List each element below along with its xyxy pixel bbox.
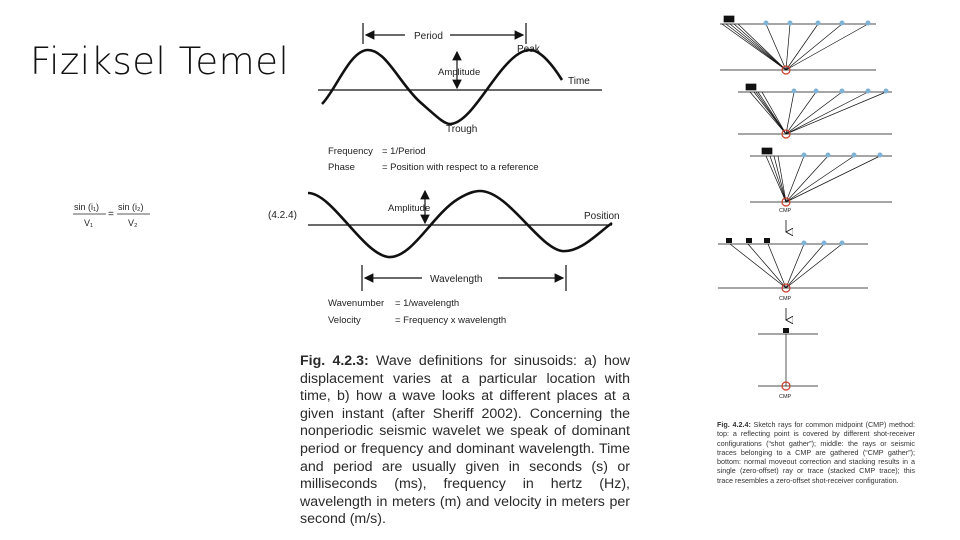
cmp-label-1: CMP [779,208,792,214]
velocity-definition: = Frequency x wavelength [395,315,507,326]
cmp-label-3: CMP [779,394,792,400]
fig-4-2-4-caption [717,420,915,485]
sine-wave-time [322,50,562,124]
stacked-cmp-trace [758,328,818,390]
equation-number: (4.2.4) [268,210,297,221]
position-axis-label: Position [584,211,620,222]
cmp-gather [718,238,868,292]
trough-label: Trough [446,124,478,135]
phase-term: Phase [328,162,355,173]
velocity-term: Velocity [328,315,361,326]
wave-time-diagram [300,20,630,180]
snell-equals: = [108,209,114,220]
snell-denominator-2: V₂ [128,218,138,228]
fig-4-2-4-label: Fig. 4.2.4: [717,420,751,429]
snell-numerator-2: sin (i₂) [118,202,144,212]
frequency-definition: = 1/Period [382,146,426,157]
snell-numerator-1: sin (i₁) [74,202,100,212]
cmp-label-2: CMP [779,296,792,302]
snell-law-formula [70,198,160,234]
peak-label: Peak [517,44,540,55]
amplitude-label-time: Amplitude [438,67,481,78]
shot-gather-2 [738,84,892,138]
sine-wave-position [308,191,612,257]
slide-title: Fiziksel Temel [30,40,290,83]
shot-gather-1 [720,16,876,74]
fig-4-2-3-caption [300,353,630,529]
wave-position-diagram [262,185,632,333]
wavelength-label: Wavelength [430,274,483,285]
phase-definition: = Position with respect to a reference [382,162,539,173]
shot-gather-3 [750,148,892,206]
fig-4-2-3-label: Fig. 4.2.3: [300,353,369,369]
fig-4-2-4-text: Sketch rays for common midpoint (CMP) method: top: a reflecting point is covered by different shot-receiver configurations (“shot gather”); middle: the rays or seismic traces belonging to a CMP are gathered (“CMP gather”); bottom: normal moveout correction and stacking results in a single (zero-offset) ray or trace (stacked CMP trace); this trace resembles a zero-offset shot-receiver configuration. [717,420,916,485]
wavenumber-term: Wavenumber [328,298,385,309]
wavenumber-definition: = 1/wavelength [395,298,460,309]
cmp-ray-sketches [708,12,908,412]
amplitude-label-position: Amplitude [388,203,431,214]
period-label: Period [414,31,443,42]
time-axis-label: Time [568,76,590,87]
snell-denominator-1: V₁ [84,218,94,228]
frequency-term: Frequency [328,146,373,157]
fig-4-2-3-text: Wave definitions for sinusoids: a) how displacement varies at a particular location with time, b) how a wave looks at different places at a given instant (after Sheriff 2002). Concerning the nonperiodic seismic wavelet we speak of dominant period or frequency and dominant wavelength. Time and period are usually given in seconds (s) or milliseconds (ms), frequency in hertz (Hz), wavelength in meters (m) and velocity in meters per second (m/s). [300,353,631,528]
